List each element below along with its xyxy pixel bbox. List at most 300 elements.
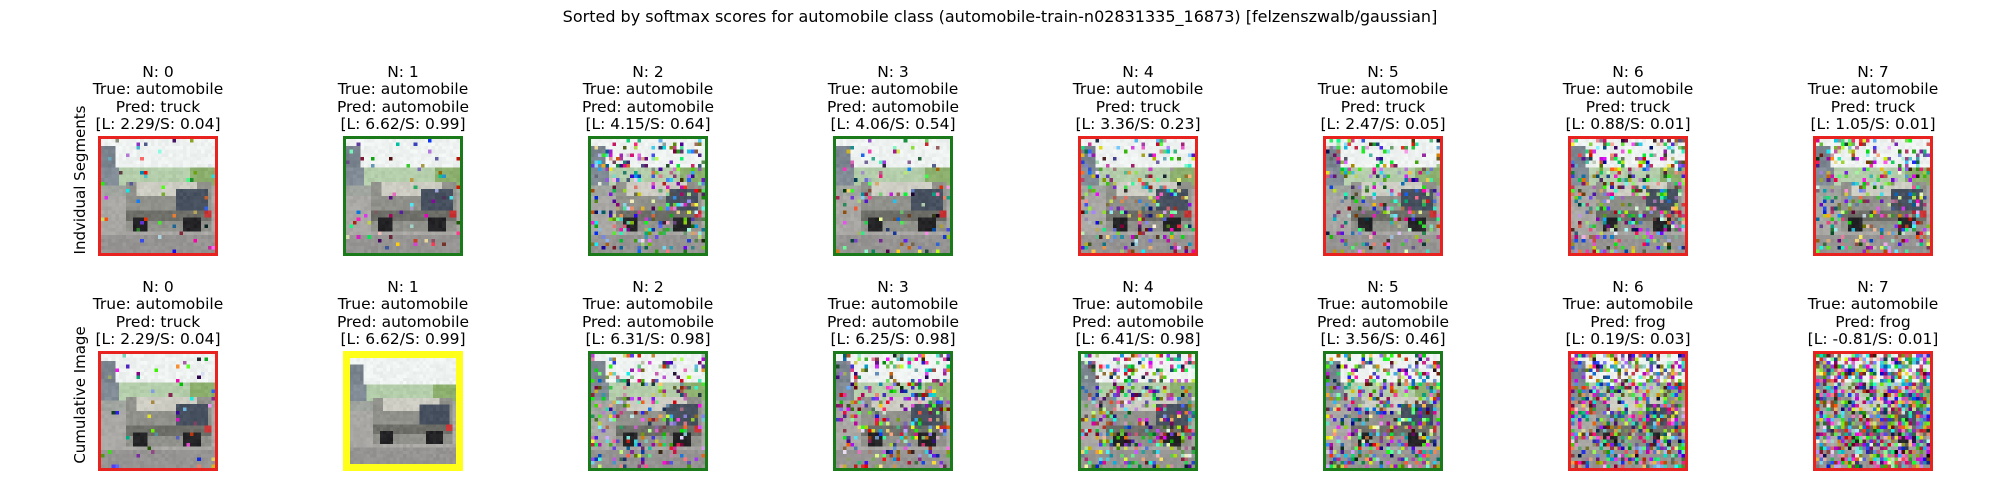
thumb-pixel	[439, 192, 443, 196]
thumb-pixel	[911, 235, 915, 239]
thumb-pixel	[396, 189, 400, 193]
thumb-pixel	[197, 214, 201, 218]
thumb-pixel	[900, 249, 904, 253]
thumb-pixel	[627, 146, 631, 150]
thumb-pixel	[101, 160, 105, 164]
thumb-pixel	[1117, 150, 1121, 154]
thumb-pixel	[620, 185, 624, 189]
thumb-pixel	[1138, 221, 1142, 225]
thumb-pixel	[602, 235, 606, 239]
thumb-pixel	[630, 207, 634, 211]
thumb-pixel	[1124, 221, 1128, 225]
thumb-pixel	[371, 164, 375, 168]
thumb-pixel	[673, 217, 677, 221]
thumb-pixel	[598, 178, 602, 182]
thumb-pixel	[652, 232, 656, 236]
thumb-pixel	[1188, 171, 1192, 175]
thumb-pixel	[598, 157, 602, 161]
thumb-pixel	[872, 232, 876, 236]
thumb-pixel	[687, 242, 691, 246]
thumb-pixel	[137, 143, 141, 147]
thumb-pixel	[126, 143, 130, 147]
thumb-pixel	[595, 189, 599, 193]
thumb-pixel	[1181, 189, 1185, 193]
thumb-pixel	[421, 192, 425, 196]
thumb-pixel	[101, 207, 105, 211]
thumb-pixel	[598, 207, 602, 211]
thumb-pixel	[932, 196, 936, 200]
thumb-pixel	[453, 157, 457, 161]
thumb-pixel	[861, 146, 865, 150]
thumb-pixel	[140, 175, 144, 179]
thumb-pixel	[439, 143, 443, 147]
thumb-pixel	[1113, 160, 1117, 164]
thumb-pixel	[616, 168, 620, 172]
thumb-pixel	[435, 143, 439, 147]
thumb-pixel	[1191, 200, 1195, 204]
thumb-pixel	[1092, 185, 1096, 189]
thumb-pixel	[364, 217, 368, 221]
thumb-pixel	[904, 221, 908, 225]
thumb-pixel	[201, 189, 205, 193]
thumb-pixel	[591, 175, 595, 179]
thumb-pixel	[875, 217, 879, 221]
thumb-pixel	[637, 146, 641, 150]
thumb-pixel	[435, 160, 439, 164]
thumb-pixel	[918, 210, 922, 214]
panel-caption	[63, 64, 253, 134]
thumb-pixel	[662, 146, 666, 150]
thumb-pixel	[204, 164, 208, 168]
thumb-pixel	[1138, 182, 1142, 186]
thumb-pixel	[1102, 192, 1106, 196]
thumb-pixel	[840, 146, 844, 150]
thumb-pixel	[836, 182, 840, 186]
thumb-pixel	[932, 185, 936, 189]
thumb-pixel	[655, 210, 659, 214]
thumb-pixel	[875, 232, 879, 236]
thumb-pixel	[634, 157, 638, 161]
thumb-pixel	[872, 192, 876, 196]
thumb-pixel	[122, 143, 126, 147]
thumb-pixel	[1149, 178, 1153, 182]
thumb-pixel	[108, 203, 112, 207]
thumb-pixel	[854, 217, 858, 221]
thumb-pixel	[1117, 221, 1121, 225]
thumb-pixel	[922, 182, 926, 186]
thumb-pixel	[194, 217, 198, 221]
thumb-pixel	[1085, 146, 1089, 150]
thumb-pixel	[442, 239, 446, 243]
thumb-pixel	[119, 214, 123, 218]
thumb-pixel	[201, 146, 205, 150]
thumb-pixel	[843, 242, 847, 246]
thumb-pixel	[1188, 143, 1192, 147]
thumb-pixel	[392, 239, 396, 243]
thumb-pixel	[197, 171, 201, 175]
thumb-pixel	[620, 214, 624, 218]
thumb-pixel	[1102, 164, 1106, 168]
thumb-pixel	[602, 217, 606, 221]
thumb-pixel	[1191, 164, 1195, 168]
thumb-pixel	[595, 146, 599, 150]
thumb-pixel	[1099, 175, 1103, 179]
thumb-pixel	[875, 143, 879, 147]
thumb-pixel	[392, 168, 396, 172]
thumb-pixel	[893, 171, 897, 175]
thumb-pixel	[176, 221, 180, 225]
thumb-pixel	[112, 217, 116, 221]
thumb-pixel	[151, 249, 155, 253]
thumb-pixel	[183, 160, 187, 164]
thumb-pixel	[889, 242, 893, 246]
thumb-pixel	[399, 207, 403, 211]
thumb-pixel	[1170, 200, 1174, 204]
thumb-pixel	[904, 246, 908, 250]
thumb-pixel	[868, 239, 872, 243]
thumb-pixel	[1163, 207, 1167, 211]
thumb-pixel	[1120, 153, 1124, 157]
thumb-pixel	[936, 246, 940, 250]
thumb-pixel	[417, 168, 421, 172]
thumb-pixel	[130, 160, 134, 164]
thumb-pixel	[850, 171, 854, 175]
thumb-pixel	[662, 189, 666, 193]
thumb-pixel	[694, 228, 698, 232]
thumb-pixel	[598, 171, 602, 175]
thumb-pixel	[627, 235, 631, 239]
thumb-pixel	[414, 232, 418, 236]
thumb-pixel	[918, 185, 922, 189]
thumb-pixel	[389, 189, 393, 193]
thumb-pixel	[602, 153, 606, 157]
thumb-pixel	[1149, 157, 1153, 161]
thumb-pixel	[872, 207, 876, 211]
thumb-pixel	[367, 232, 371, 236]
thumb-pixel	[1184, 153, 1188, 157]
thumb-pixel	[197, 200, 201, 204]
thumb-pixel	[105, 182, 109, 186]
thumb-pixel	[946, 239, 950, 243]
thumb-pixel	[1081, 232, 1085, 236]
thumb-pixel	[350, 196, 354, 200]
thumb-pixel	[893, 239, 897, 243]
thumb-pixel	[389, 242, 393, 246]
thumb-pixel	[634, 242, 638, 246]
thumb-pixel	[190, 178, 194, 182]
thumb-pixel	[662, 178, 666, 182]
thumb-pixel	[900, 203, 904, 207]
thumb-pixel	[1106, 189, 1110, 193]
thumb-pixel	[432, 160, 436, 164]
thumb-pixel	[605, 225, 609, 229]
thumb-pixel	[364, 164, 368, 168]
thumb-pixel	[1113, 175, 1117, 179]
thumb-pixel	[1142, 200, 1146, 204]
thumb-pixel	[684, 221, 688, 225]
thumb-pixel	[701, 214, 705, 218]
thumb-pixel	[154, 139, 158, 143]
thumb-pixel	[836, 153, 840, 157]
thumb-pixel	[1163, 228, 1167, 232]
thumb-pixel	[595, 160, 599, 164]
thumb-pixel	[659, 192, 663, 196]
thumb-pixel	[392, 182, 396, 186]
thumb-pixel	[922, 242, 926, 246]
thumb-pixel	[1117, 175, 1121, 179]
thumb-pixel	[428, 164, 432, 168]
thumb-pixel	[655, 239, 659, 243]
panel-index: N: 3	[877, 63, 909, 81]
thumb-pixel	[1092, 168, 1096, 172]
thumb-pixel	[367, 221, 371, 225]
thumb-pixel	[1092, 192, 1096, 196]
thumb-pixel	[378, 189, 382, 193]
thumb-pixel	[616, 175, 620, 179]
thumb-pixel	[1167, 225, 1171, 229]
thumb-pixel	[204, 157, 208, 161]
thumb-pixel	[122, 210, 126, 214]
thumb-pixel	[1102, 217, 1106, 221]
thumb-pixel	[609, 207, 613, 211]
thumb-pixel	[850, 225, 854, 229]
thumb-pixel	[900, 160, 904, 164]
thumb-pixel	[115, 249, 119, 253]
thumb-pixel	[659, 164, 663, 168]
thumb-pixel	[918, 153, 922, 157]
thumb-pixel	[591, 207, 595, 211]
thumb-pixel	[687, 139, 691, 143]
thumb-pixel	[627, 143, 631, 147]
thumb-pixel	[1170, 182, 1174, 186]
thumb-pixel	[868, 192, 872, 196]
thumb-pixel	[126, 246, 130, 250]
thumb-pixel	[1120, 192, 1124, 196]
thumb-pixel	[1184, 157, 1188, 161]
thumb-pixel	[836, 225, 840, 229]
thumb-pixel	[154, 157, 158, 161]
thumb-pixel	[151, 185, 155, 189]
thumb-pixel	[176, 143, 180, 147]
thumb-pixel	[612, 182, 616, 186]
thumb-pixel	[432, 146, 436, 150]
thumb-pixel	[204, 200, 208, 204]
thumb-pixel	[392, 150, 396, 154]
thumb-pixel	[1145, 196, 1149, 200]
thumb-pixel	[929, 203, 933, 207]
thumb-pixel	[1159, 232, 1163, 236]
thumb-pixel	[907, 164, 911, 168]
thumb-pixel	[911, 171, 915, 175]
thumb-pixel	[857, 178, 861, 182]
thumb-pixel	[144, 185, 148, 189]
thumb-pixel	[932, 168, 936, 172]
thumb-pixel	[1145, 150, 1149, 154]
thumb-pixel	[939, 214, 943, 218]
thumb-pixel	[854, 150, 858, 154]
thumb-pixel	[151, 210, 155, 214]
thumb-pixel	[1167, 189, 1171, 193]
thumb-pixel	[389, 175, 393, 179]
panel-pred-label: Pred: automobile	[336, 97, 470, 116]
thumb-pixel	[1131, 160, 1135, 164]
thumb-pixel	[1174, 157, 1178, 161]
thumb-pixel	[1120, 146, 1124, 150]
thumb-pixel	[1152, 168, 1156, 172]
thumb-pixel	[432, 157, 436, 161]
thumb-pixel	[857, 246, 861, 250]
thumb-pixel	[410, 150, 414, 154]
thumb-pixel	[655, 214, 659, 218]
thumb-pixel	[428, 157, 432, 161]
thumb-pixel	[439, 139, 443, 143]
thumb-pixel	[364, 153, 368, 157]
thumb-pixel	[389, 150, 393, 154]
thumb-pixel	[208, 239, 212, 243]
thumb-pixel	[598, 239, 602, 243]
thumb-pixel	[627, 182, 631, 186]
thumb-pixel	[201, 207, 205, 211]
thumb-pixel	[889, 164, 893, 168]
thumb-pixel	[865, 217, 869, 221]
thumb-pixel	[435, 249, 439, 253]
thumb-pixel	[385, 210, 389, 214]
thumb-pixel	[648, 196, 652, 200]
thumb-pixel	[1095, 146, 1099, 150]
thumb-pixel	[925, 189, 929, 193]
thumb-pixel	[943, 246, 947, 250]
thumb-pixel	[1191, 217, 1195, 221]
thumb-pixel	[882, 192, 886, 196]
thumb-pixel	[879, 232, 883, 236]
thumb-pixel	[893, 189, 897, 193]
thumb-pixel	[396, 146, 400, 150]
thumb-pixel	[854, 221, 858, 225]
thumb-pixel	[687, 143, 691, 147]
thumb-pixel	[648, 239, 652, 243]
thumb-pixel	[907, 157, 911, 161]
thumb-pixel	[904, 153, 908, 157]
thumb-pixel	[904, 182, 908, 186]
thumb-pixel	[360, 246, 364, 250]
thumb-pixel	[850, 146, 854, 150]
thumb-pixel	[133, 210, 137, 214]
thumb-pixel	[1145, 182, 1149, 186]
thumb-pixel	[850, 210, 854, 214]
thumb-pixel	[1145, 189, 1149, 193]
thumb-pixel	[637, 217, 641, 221]
thumb-pixel	[932, 210, 936, 214]
thumb-pixel	[367, 200, 371, 204]
thumb-pixel	[1099, 225, 1103, 229]
thumb-pixel	[396, 182, 400, 186]
thumb-pixel	[421, 153, 425, 157]
thumb-pixel	[360, 214, 364, 218]
thumb-pixel	[126, 139, 130, 143]
thumb-pixel	[140, 192, 144, 196]
thumb-pixel	[115, 182, 119, 186]
thumb-pixel	[666, 196, 670, 200]
thumb-pixel	[137, 242, 141, 246]
thumb-pixel	[357, 182, 361, 186]
thumb-pixel	[677, 153, 681, 157]
thumb-pixel	[1110, 214, 1114, 218]
thumb-pixel	[687, 210, 691, 214]
thumb-pixel	[432, 246, 436, 250]
thumb-pixel	[1102, 182, 1106, 186]
thumb-pixel	[854, 146, 858, 150]
thumb-pixel	[691, 221, 695, 225]
thumb-pixel	[396, 157, 400, 161]
thumb-pixel	[108, 192, 112, 196]
thumb-pixel	[637, 157, 641, 161]
thumb-pixel	[939, 249, 943, 253]
thumb-pixel	[634, 185, 638, 189]
thumb-pixel	[847, 150, 851, 154]
thumb-pixel	[375, 217, 379, 221]
thumb-pixel	[1174, 178, 1178, 182]
thumb-pixel	[662, 200, 666, 204]
thumb-pixel	[680, 189, 684, 193]
thumb-pixel	[211, 203, 215, 207]
thumb-pixel	[108, 157, 112, 161]
thumb-pixel	[147, 207, 151, 211]
thumb-pixel	[158, 214, 162, 218]
thumb-pixel	[612, 196, 616, 200]
thumb-pixel	[1081, 228, 1085, 232]
thumb-pixel	[403, 228, 407, 232]
thumb-pixel	[133, 225, 137, 229]
thumb-pixel	[1095, 143, 1099, 147]
thumb-pixel	[399, 196, 403, 200]
thumb-pixel	[140, 164, 144, 168]
thumb-pixel	[900, 153, 904, 157]
thumb-pixel	[183, 178, 187, 182]
thumb-pixel	[946, 200, 950, 204]
thumb-pixel	[1170, 160, 1174, 164]
thumb-pixel	[1081, 225, 1085, 229]
thumb-pixel	[932, 225, 936, 229]
thumb-pixel	[456, 143, 460, 147]
thumb-pixel	[1177, 207, 1181, 211]
thumb-pixel	[648, 232, 652, 236]
thumb-pixel	[140, 225, 144, 229]
thumb-pixel	[172, 249, 176, 253]
thumb-pixel	[190, 235, 194, 239]
thumb-pixel	[893, 200, 897, 204]
thumb-pixel	[1156, 160, 1160, 164]
thumb-pixel	[889, 214, 893, 218]
thumb-pixel	[432, 192, 436, 196]
thumb-pixel	[591, 157, 595, 161]
thumb-pixel	[169, 221, 173, 225]
thumb-pixel	[421, 150, 425, 154]
thumb-pixel	[410, 235, 414, 239]
thumb-pixel	[644, 175, 648, 179]
thumb-pixel	[875, 196, 879, 200]
thumb-pixel	[623, 189, 627, 193]
thumb-pixel	[108, 182, 112, 186]
thumb-pixel	[1191, 214, 1195, 218]
thumb-pixel	[886, 143, 890, 147]
thumb-pixel	[1152, 139, 1156, 143]
thumb-pixel	[865, 235, 869, 239]
thumb-pixel	[641, 207, 645, 211]
thumb-pixel	[1156, 157, 1160, 161]
thumb-pixel	[1134, 153, 1138, 157]
thumb-pixel	[1188, 196, 1192, 200]
thumb-pixel	[211, 210, 215, 214]
